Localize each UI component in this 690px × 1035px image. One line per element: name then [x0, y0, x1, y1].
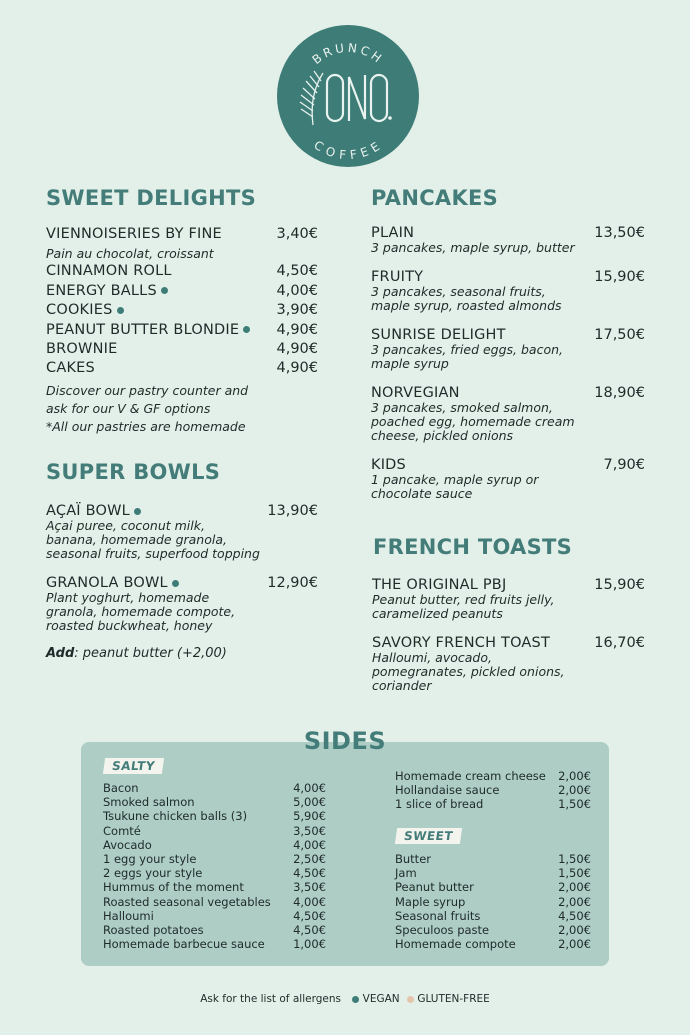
item-description-line: cheese, pickled onions [371, 428, 514, 443]
item-description-line: maple syrup, roasted almonds [371, 298, 562, 313]
side-price: 4,50€ [293, 922, 326, 937]
side-name: Bacon [103, 781, 139, 796]
side-name: Peanut butter [395, 880, 474, 895]
side-item [103, 838, 326, 852]
side-item [395, 852, 591, 866]
side-price: 4,00€ [293, 894, 326, 909]
side-price: 4,00€ [293, 837, 326, 852]
item-name: KIDS [371, 457, 406, 473]
item-price: 3,40€ [276, 226, 318, 242]
side-price: 2,00€ [558, 894, 591, 909]
side-item [103, 937, 326, 951]
menu-item [371, 269, 645, 313]
side-name: Hummus of the moment [103, 880, 244, 895]
palm-leaf-icon [300, 71, 323, 125]
section-title-sweet-delights: SWEET DELIGHTS [46, 186, 257, 210]
item-description-line: Peanut butter, red fruits jelly, [372, 592, 555, 607]
side-name: Butter [395, 852, 431, 867]
vegan-dot-icon [243, 326, 250, 333]
logo-wordmark [327, 75, 387, 121]
menu-item [371, 327, 645, 371]
item-description-line: 3 pancakes, maple syrup, butter [371, 240, 575, 255]
side-item [395, 937, 591, 951]
item-price: 12,90€ [267, 575, 318, 591]
item-name: PEANUT BUTTER BLONDIE [46, 321, 240, 338]
extra-sides-list [395, 769, 591, 812]
item-description-line: coriander [372, 678, 432, 693]
item-price: 15,90€ [594, 577, 645, 593]
brand-logo [277, 25, 419, 167]
side-name: Jam [395, 866, 417, 881]
side-item [395, 866, 591, 880]
item-price: 13,50€ [594, 225, 645, 241]
item-price: 4,90€ [276, 340, 318, 357]
item-description-line: pomegranates, pickled onions, [372, 664, 565, 679]
sweet-tag [396, 825, 461, 844]
pastry-note: ask for our V & GF options [46, 400, 211, 416]
add-text: : peanut butter (+2,00) [74, 646, 227, 661]
side-price: 2,00€ [558, 937, 591, 952]
vegan-dot-icon [117, 307, 124, 314]
side-name: Homemade barbecue sauce [103, 937, 265, 952]
side-item [395, 895, 591, 909]
vegan-dot-icon [172, 580, 179, 587]
item-name: ENERGY BALLS [46, 282, 157, 299]
side-price: 4,50€ [293, 908, 326, 923]
vegan-dot-icon [352, 996, 359, 1003]
side-name: Roasted seasonal vegetables [103, 894, 271, 909]
item-name: GRANOLA BOWL [46, 575, 168, 591]
item-description: Pain au chocolat, croissant [46, 246, 214, 262]
side-price: 3,50€ [293, 880, 326, 895]
logo-top-text: BRUNCH [309, 40, 387, 68]
item-description-line: 3 pancakes, smoked salmon, [371, 400, 553, 415]
side-item [395, 797, 591, 811]
item-description-line: 3 pancakes, fried eggs, bacon, [371, 342, 564, 357]
logo-brand-text: ONO [277, 25, 280, 26]
side-name: 1 slice of bread [395, 797, 484, 812]
side-item [103, 852, 326, 866]
side-price: 4,50€ [558, 908, 591, 923]
gluten-free-label: GLUTEN-FREE [417, 993, 490, 1005]
side-item [103, 781, 326, 795]
item-price: 15,90€ [594, 269, 645, 285]
side-price: 4,00€ [293, 781, 326, 796]
item-name: CINNAMON ROLL [46, 263, 172, 280]
menu-item [372, 577, 645, 621]
side-item [103, 923, 326, 937]
item-description-line: Açai puree, coconut milk, [46, 518, 205, 533]
side-price: 3,50€ [293, 823, 326, 838]
side-item [395, 909, 591, 923]
pastry-note: Discover our pastry counter and [46, 382, 249, 398]
side-name: Roasted potatoes [103, 922, 204, 937]
item-description-line: seasonal fruits, superfood topping [46, 546, 260, 561]
menu-item [46, 575, 318, 633]
item-name: COOKIES [46, 302, 113, 319]
side-price: 1,00€ [293, 937, 326, 952]
item-name: FRUITY [371, 269, 424, 285]
menu-item [46, 283, 318, 302]
side-name: Tsukune chicken balls (3) [103, 809, 248, 824]
vegan-dot-icon [161, 287, 168, 294]
item-price: 4,90€ [276, 360, 318, 377]
side-name: 1 egg your style [103, 852, 197, 867]
item-description-line: poached egg, homemade cream [371, 414, 575, 429]
side-name: Halloumi [103, 908, 154, 923]
menu-item [371, 457, 645, 501]
item-description-line: granola, homemade compote, [46, 604, 236, 619]
item-name: NORVEGIAN [371, 385, 460, 401]
side-item [103, 824, 326, 838]
side-price: 1,50€ [558, 866, 591, 881]
side-item [395, 923, 591, 937]
vegan-dot-icon [134, 508, 141, 515]
item-name: AÇAÏ BOWL [46, 503, 130, 519]
side-name: Homemade compote [395, 937, 516, 952]
menu-item [46, 263, 318, 282]
add-on-note [46, 647, 318, 661]
logo-bottom-text: COFFEE [311, 137, 385, 163]
item-description-line: banana, homemade granola, [46, 532, 227, 547]
side-name: Maple syrup [395, 894, 466, 909]
side-price: 5,00€ [293, 795, 326, 810]
side-price: 2,00€ [558, 783, 591, 798]
svg-text:COFFEE [311, 138, 384, 162]
side-price: 4,50€ [293, 866, 326, 881]
menu-item [372, 635, 645, 693]
side-item [103, 866, 326, 880]
side-price: 2,00€ [558, 923, 591, 938]
side-item [103, 909, 326, 923]
side-price: 5,90€ [293, 809, 326, 824]
item-price: 3,90€ [276, 302, 318, 319]
side-price: 1,50€ [558, 852, 591, 867]
sweet-label: SWEET [395, 828, 462, 844]
side-name: Speculoos paste [395, 923, 490, 938]
salty-sides-list [103, 781, 326, 951]
section-title-super-bowls: SUPER BOWLS [46, 460, 221, 484]
side-price: 2,00€ [558, 769, 591, 784]
salty-label: SALTY [103, 758, 164, 774]
side-name: Smoked salmon [103, 795, 195, 810]
side-name: Comté [103, 823, 141, 838]
item-description-line: 1 pancake, maple syrup or [371, 472, 539, 487]
item-name: BROWNIE [46, 340, 118, 357]
section-title-pancakes: PANCAKES [371, 186, 499, 210]
side-price: 1,50€ [558, 797, 591, 812]
item-name: SUNRISE DELIGHT [371, 327, 506, 343]
menu-item [371, 225, 645, 255]
menu-item [46, 322, 318, 341]
item-description-line: 3 pancakes, seasonal fruits, [371, 284, 546, 299]
item-price: 17,50€ [594, 327, 645, 343]
item-price: 16,70€ [594, 635, 645, 651]
vegan-label: VEGAN [362, 993, 400, 1005]
salty-tag [104, 755, 163, 774]
menu-item [46, 503, 318, 561]
side-price: 2,50€ [293, 852, 326, 867]
side-item [103, 809, 326, 823]
french-toasts-list [372, 577, 645, 707]
menu-item [46, 360, 318, 379]
item-price: 7,90€ [603, 457, 645, 473]
pancakes-list [371, 225, 645, 515]
side-name: Hollandaise sauce [395, 783, 500, 798]
item-name: THE ORIGINAL PBJ [372, 577, 507, 593]
item-price: 18,90€ [594, 385, 645, 401]
menu-item [371, 385, 645, 443]
menu-item [46, 341, 318, 360]
side-item [103, 895, 326, 909]
svg-text:BRUNCH [310, 41, 387, 67]
logo-graphic [277, 25, 419, 167]
allergen-legend [0, 993, 690, 1005]
item-description-line: chocolate sauce [371, 486, 473, 501]
menu-item [46, 302, 318, 321]
item-description-line: maple syrup [371, 356, 449, 371]
super-bowls-list [46, 503, 318, 661]
section-title-sides: SIDES [303, 727, 387, 755]
side-name: 2 eggs your style [103, 866, 203, 881]
item-description-line: caramelized peanuts [372, 606, 503, 621]
sweet-delights-list [46, 226, 318, 436]
item-price: 4,90€ [276, 321, 318, 338]
item-description-line: Plant yoghurt, homemade [46, 590, 210, 605]
side-item [395, 783, 591, 797]
side-name: Avocado [103, 837, 152, 852]
item-description-line: Halloumi, avocado, [372, 650, 492, 665]
gluten-free-dot-icon [407, 996, 414, 1003]
side-price: 2,00€ [558, 880, 591, 895]
item-description-line: roasted buckwheat, honey [46, 618, 213, 633]
side-name: Homemade cream cheese [395, 769, 546, 784]
section-title-french-toasts: FRENCH TOASTS [373, 535, 573, 559]
add-label: Add [46, 646, 75, 661]
item-name: SAVORY FRENCH TOAST [372, 635, 551, 651]
side-item [103, 880, 326, 894]
item-price: 4,50€ [276, 263, 318, 280]
menu-item [46, 226, 318, 245]
side-item [103, 795, 326, 809]
item-name: VIENNOISERIES BY FINE [46, 226, 222, 242]
sweet-sides-list [395, 852, 591, 951]
item-price: 13,90€ [267, 503, 318, 519]
item-name: CAKES [46, 360, 95, 377]
side-item [395, 880, 591, 894]
side-item [395, 769, 591, 783]
side-name: Seasonal fruits [395, 908, 481, 923]
item-price: 4,00€ [276, 282, 318, 299]
pastry-note: *All our pastries are homemade [46, 418, 246, 434]
item-name: PLAIN [371, 225, 415, 241]
allergen-note: Ask for the list of allergens [200, 993, 341, 1005]
